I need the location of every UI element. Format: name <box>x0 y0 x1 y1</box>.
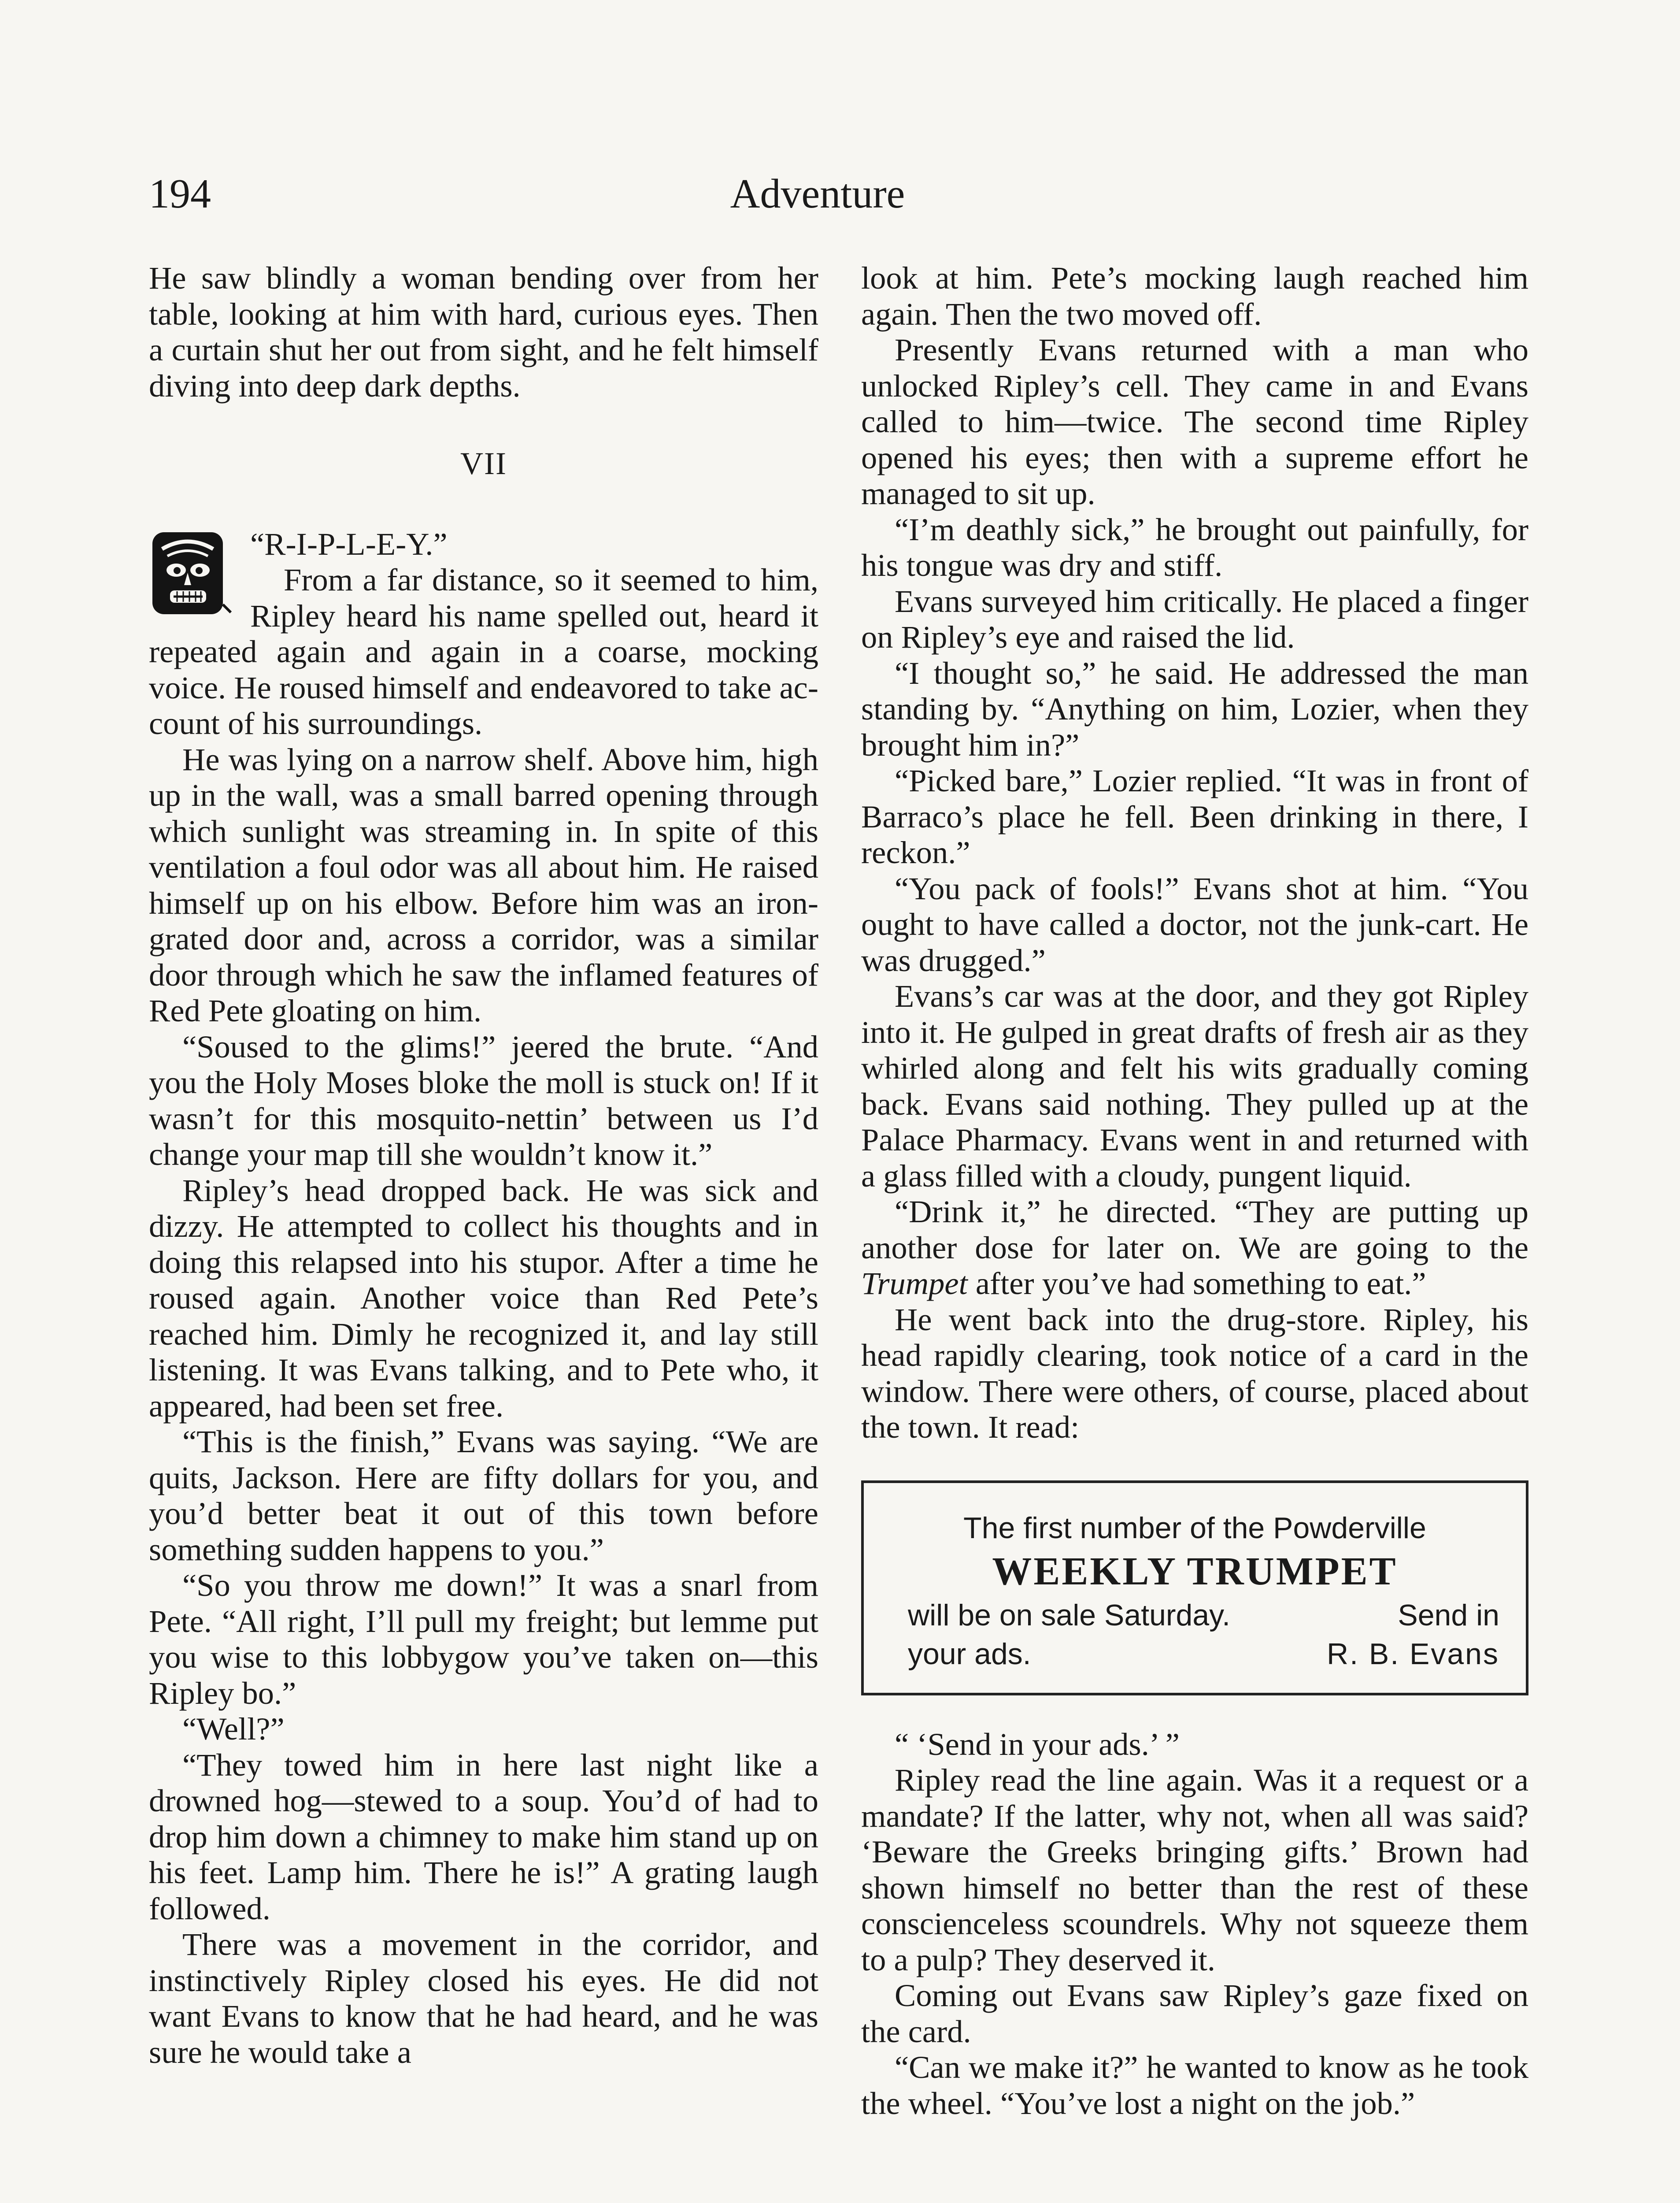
paragraph: There was a movement in the corridor, and instinctively Ripley closed his eyes. He did not want Evans to know that he had heard, and he was sure he would take a <box>149 1926 818 2070</box>
carved-face-ornament-icon <box>149 529 237 619</box>
right-column <box>861 260 1528 2121</box>
paragraph: Evans’s car was at the door, and they got Ripley into it. He gulped in great drafts of fresh air as they whirled along and felt his wits gradually coming back. Evans said nothing. They pulled up at the Palace Pharmacy. Evans went in and returned with a glass filled with a cloudy, pungent liquid. <box>861 978 1528 1194</box>
paragraph: “R-I-P-L-E-Y.” <box>250 526 448 562</box>
paragraph: “So you throw me down!” It was a snarl from Pete. “All right, I’ll pull my freight; but lemme put you wise to this lobbygow you’ve taken on—this Ripley bo.” <box>149 1567 818 1711</box>
paragraph: “They towed him in here last night like a drowned hog—stewed to a soup. You’d of had to drop him down a chimney to make him stand up on his feet. Lamp him. There he is!” A grating laugh followed. <box>149 1747 818 1926</box>
page-number: 194 <box>149 171 211 217</box>
ad-line <box>908 1635 1499 1673</box>
text-run: after you’ve had something to eat.” <box>967 1265 1426 1301</box>
paragraph: Presently Evans returned with a man who unlocked Ripley’s cell. They came in and Evans called to him—twice. The second time Ripley opened his eyes; then with a supreme effort he managed to sit up. <box>861 332 1528 511</box>
paragraph: He saw blindly a woman bending over from her table, looking at him with hard, curious eyes. Then a curtain shut her out from sight, and he felt himself diving into deep dark depths. <box>149 260 818 404</box>
paragraph: Coming out Evans saw Ripley’s gaze fixed on the card. <box>861 1977 1528 2049</box>
ad-text: Send in <box>1398 1598 1499 1632</box>
paragraph: look at him. Pete’s mocking laugh reached him again. Then the two moved off. <box>861 260 1528 332</box>
paragraph: Ripley’s head dropped back. He was sick and dizzy. He attempted to collect his thoughts and in doing this relapsed into his stupor. After a time he roused again. Another voice than Red Pete’s reached him. Dimly he recognized it, and lay still listening. It was Evans talking, and to Pete who, it appeared, had been set free. <box>149 1172 818 1424</box>
paragraph: “Can we make it?” he wanted to know as he took the wheel. “You’ve lost a night on the job.” <box>861 2049 1528 2121</box>
text-run: “Drink it,” he directed. “They are putting up another dose for later on. We are going to the <box>861 1194 1528 1265</box>
paragraph: “You pack of fools!” Evans shot at him. “You ought to have called a doctor, not the junk-cart. He was drugged.” <box>861 870 1528 978</box>
paragraph: “Soused to the glims!” jeered the brute. “And you the Holy Moses bloke the moll is stuck on! If it wasn’t for this mosquito-nettin’ between us I’d change your map till she wouldn’t know it.” <box>149 1028 818 1172</box>
paragraph: “I thought so,” he said. He addressed the man standing by. “Anything on him, Lozier, when they brought him in?” <box>861 655 1528 763</box>
paragraph: Evans surveyed him critically. He placed a finger on Ripley’s eye and raised the lid. <box>861 583 1528 655</box>
paragraph: “Picked bare,” Lozier replied. “It was in front of Barraco’s place he fell. Been drinking in there, I reckon.” <box>861 763 1528 870</box>
advertisement-card <box>861 1480 1528 1695</box>
newspaper-title: Trumpet <box>861 1265 968 1301</box>
running-title: Adventure <box>730 171 905 217</box>
page-header <box>149 167 1486 220</box>
ad-headline: WEEKLY TRUMPET <box>992 1549 1398 1593</box>
paragraph: Ripley read the line again. Was it a request or a mandate? If the latter, why not, when all was said? ‘Beware the Greeks bringing gifts.’ Brown had shown himself no better than the rest of these conscienceless scoundrels. Why not squeeze them to a pulp? They deserved it. <box>861 1762 1528 1977</box>
paragraph: From a far distance, so it seemed to him, Ripley heard his name spelled out, heard it repeated again and again in a coarse, mocking voice. He roused himself and endeavored to take account of his surroundings. <box>149 562 818 741</box>
ad-line <box>908 1596 1499 1635</box>
paragraph: “This is the finish,” Evans was saying. “We are quits, Jackson. Here are fifty dollars for you, and you’d better beat it out of this town before something sudden happens to you.” <box>149 1424 818 1567</box>
paragraph: He went back into the drug-store. Ripley, his head rapidly clearing, took notice of a card in the window. There were others, of course, placed about the town. It read: <box>861 1301 1528 1445</box>
paragraph: “I’m deathly sick,” he brought out painfully, for his tongue was dry and stiff. <box>861 511 1528 583</box>
ad-signature: R. B. Evans <box>1326 1637 1499 1671</box>
ad-text: will be on sale Saturday. <box>908 1598 1231 1632</box>
paragraph: He was lying on a narrow shelf. Above him, high up in the wall, was a small barred opening through which sunlight was streaming in. In spite of this ventilation a foul odor was all about him. He raised himself up on his elbow. Before him was an iron-grated door and, across a corridor, was a similar door through which he saw the inflamed features of Red Pete gloating on him. <box>149 741 818 1028</box>
left-column <box>149 260 818 2070</box>
ad-line: The first number of the Powderville <box>963 1511 1426 1545</box>
paragraph: “ ‘Send in your ads.’ ” <box>895 1726 1180 1762</box>
paragraph: “Well?” <box>182 1711 285 1747</box>
paragraph <box>861 1194 1528 1302</box>
ad-text: your ads. <box>908 1637 1031 1671</box>
section-heading: VII <box>460 446 507 481</box>
